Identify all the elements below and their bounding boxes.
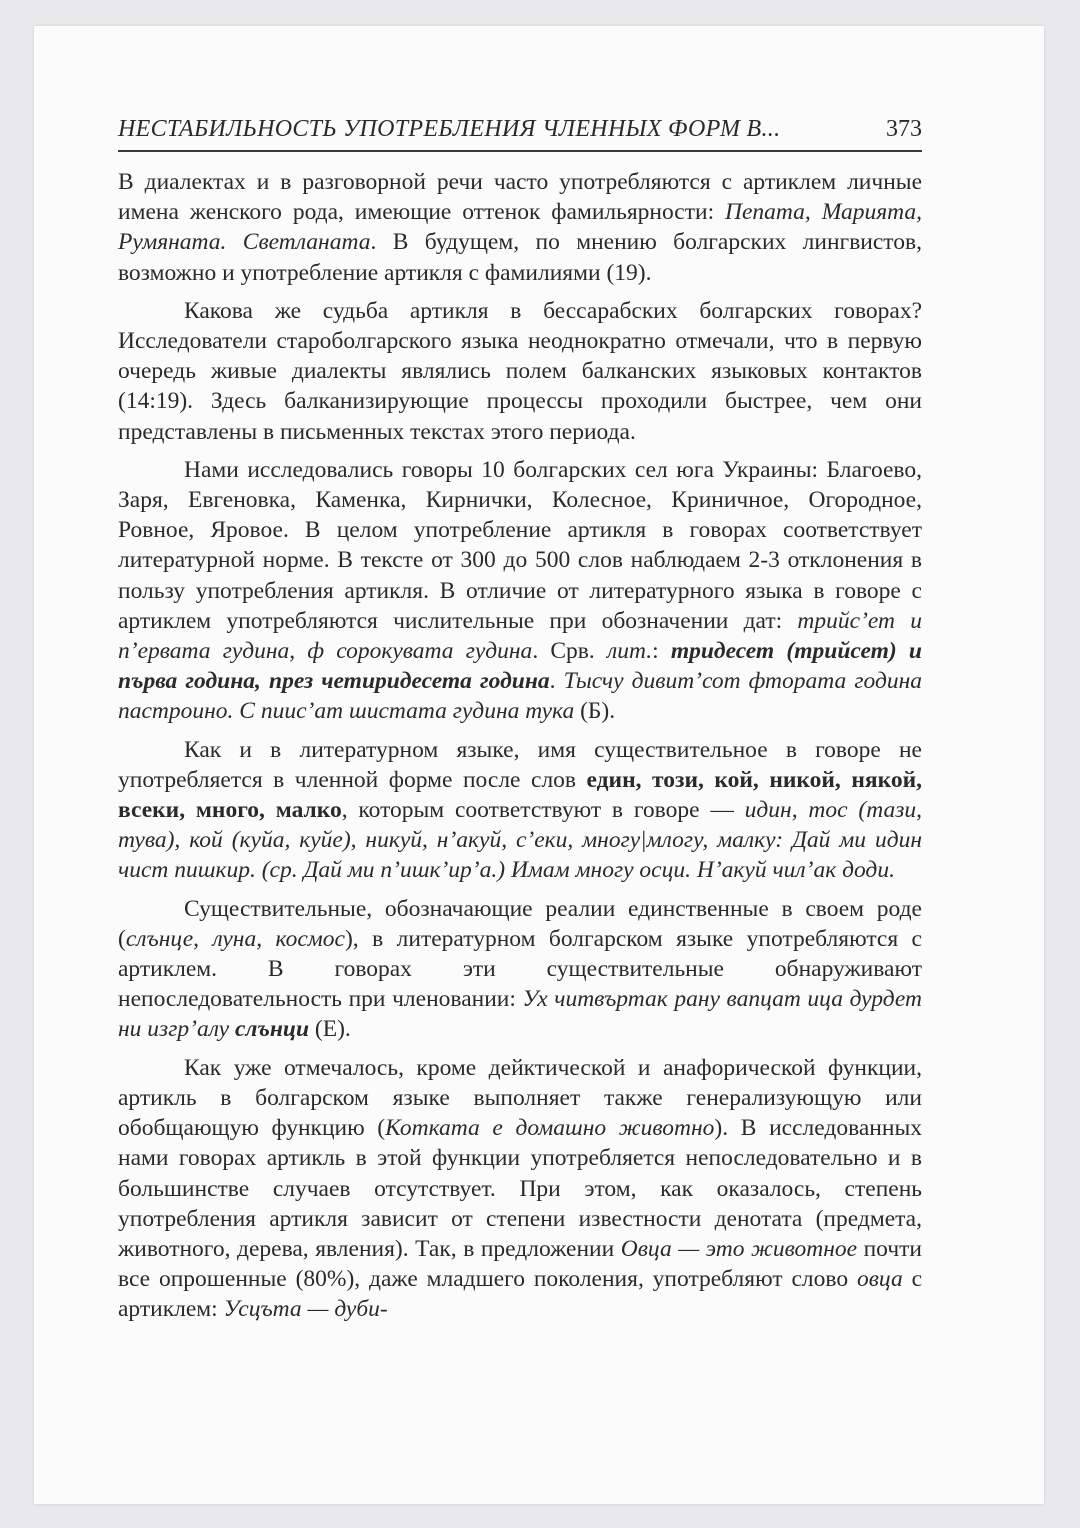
text-run: ), в литературном болгарском языке употребляются с артиклем. В говорах эти существительные обнаруживают непоследовательность при членовании:: [118, 925, 922, 1013]
paragraph: [118, 167, 922, 288]
text-run: Как уже отмечалось, кроме дейктической и анафорической функции, артикль в болгарском языке выполняет также генерализующую или обобщающую функцию (: [118, 1054, 922, 1142]
text-run: Усцъта — дуби-: [223, 1296, 388, 1323]
text-run: трийс’ет и п’ервата гудина, ф сорокувата гудина: [118, 607, 922, 665]
text-run: :: [652, 638, 671, 665]
text-run: Пепата, Марията, Румяната. Светланата: [118, 199, 922, 256]
text-run: един, този, кой, никой, някой, всеки, много, малко: [118, 766, 922, 824]
text-run: ). В исследованных нами говорах артикль в этой функции употребляется непоследовательно и в большинстве случаев отсутствует. При этом, как оказалось, степень употребления артикля зависит от степени известности денотата (предмета, животного, дерева, явления). Так, в предложении: [118, 1115, 922, 1262]
paragraph: [118, 296, 922, 447]
text-run: овца: [856, 1266, 903, 1293]
text-run: тридесет (трийсет) и първа година, през четиридесета година: [118, 638, 922, 695]
paragraph: [118, 894, 922, 1045]
text-run: лит.: [606, 638, 653, 665]
text-run: В диалектах и в разговорной речи часто употребляются с артиклем личные имена женского рода, имеющие оттенок фамильярности:: [118, 169, 922, 226]
text-run: Котката е домашно животно: [385, 1115, 715, 1142]
text-run: с артиклем:: [118, 1266, 923, 1323]
text-run: Существительные, обозначающие реалии единственные в своем роде (: [118, 895, 922, 952]
page-number: 373: [886, 116, 922, 142]
text-run: Как и в литературном языке, имя существительное в говоре не употребляется в членной форме после слов: [118, 736, 922, 793]
paragraph: [118, 455, 922, 727]
text-run: Овца — это животное: [620, 1235, 858, 1262]
text-run: слънци: [234, 1016, 310, 1043]
text-run: Тысчу дивит’сот фтората година пастроино. С пиис’ат шистата гудина тука: [118, 668, 923, 725]
text-run: Какова же судьба артикля в бессарабских болгарских говорах? Исследователи староболгарского языка неоднократно отмечали, что в первую очередь живые диалекты являлись полем балканских языковых контактов (14:19). Здесь балканизирующие процессы проходили быстрее, чем они представлены в письменных текстах этого периода.: [118, 297, 922, 445]
text-run: (Е).: [309, 1016, 351, 1043]
text-run: . В будущем, по мнению болгарских лингвистов, возможно и употребление артикля с фамилиями (19).: [118, 229, 922, 286]
text-run: .: [549, 668, 564, 695]
text-run: (Б).: [574, 698, 616, 725]
paragraph: [118, 1053, 922, 1325]
text-run: . Срв.: [532, 638, 607, 665]
text-run: слънце, луна, космос: [125, 925, 345, 952]
text-run: , которым соответствуют в говоре —: [341, 797, 745, 824]
text-run: Нами исследовались говоры 10 болгарских сел юга Украины: Благоево, Заря, Евгеновка, Каменка, Кирнички, Колесное, Криничное, Огородное, Ровное, Яровое. В целом употребление артикля в говорах соответствует литературной норме. В тексте от 300 до 500 слов наблюдаем 2-3 отклонения в пользу употребления артикля. В отличие от литературного языка в говоре с артиклем употребляются числительные при обозначении дат:: [118, 456, 922, 634]
text-run: Ух читвъртак рану вапцат ица дурдет ни изгр’алу: [118, 986, 922, 1043]
text-run: почти все опрошенные (80%), даже младшего поколения, употребляют слово: [118, 1235, 922, 1293]
running-title: НЕСТАБИЛЬНОСТЬ УПОТРЕБЛЕНИЯ ЧЛЕННЫХ ФОРМ В...: [118, 116, 781, 142]
body-text: [118, 167, 922, 1325]
paragraph: [118, 735, 922, 886]
running-header: [118, 106, 922, 152]
text-run: идин, тос (тази, тува), кой (куйа, куйе), никуй, н’акуй, с’еки, многу|млогу, малку: Дай ми идин чист пишкир. (ср. Дай ми п’ишк’ир’а.) Имам многу осци. Н’акуй чил’ак доди.: [118, 797, 922, 884]
